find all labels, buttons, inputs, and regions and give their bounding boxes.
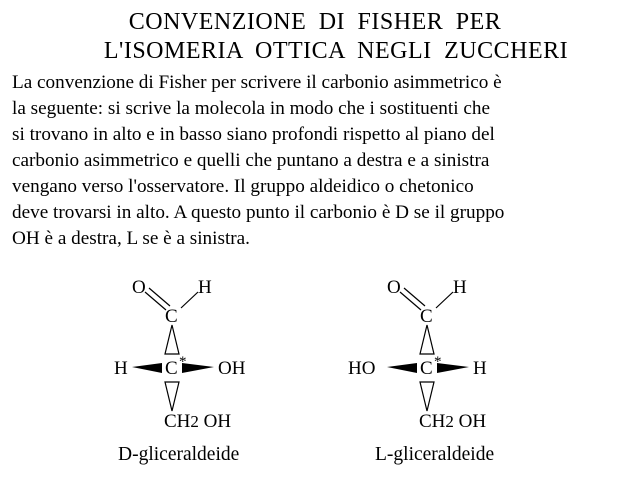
paragraph-line: La convenzione di Fisher per scrivere il carbonio asimmetrico è xyxy=(12,72,502,93)
aldehyde-carbon-label: C xyxy=(165,306,178,327)
asymmetric-star: * xyxy=(179,354,187,370)
double-bond-line xyxy=(149,288,170,306)
oxygen-label: O xyxy=(387,277,401,298)
bold-wedge-right xyxy=(182,363,214,373)
oxygen-label: O xyxy=(132,277,146,298)
left-substituent-label: HO xyxy=(348,358,376,379)
right-substituent-label: H xyxy=(473,358,487,379)
paragraph-line: carbonio asimmetrico e quelli che puntano a destra e a sinistra xyxy=(12,150,490,171)
double-bond-line xyxy=(145,292,166,310)
asymmetric-star: * xyxy=(434,354,442,370)
paragraph-line: deve trovarsi in alto. A questo punto il carbonio è D se il gruppo xyxy=(12,202,505,223)
double-bond-line xyxy=(400,292,421,310)
double-bond-line xyxy=(404,288,425,306)
hydrogen-label: H xyxy=(198,277,212,298)
hashed-wedge-down xyxy=(165,382,179,411)
left-substituent-label: H xyxy=(114,358,128,379)
l-glyceraldehyde-structure xyxy=(345,270,605,470)
single-bond-line xyxy=(181,292,198,308)
hashed-wedge-down xyxy=(420,382,434,411)
right-substituent-label: OH xyxy=(218,358,246,379)
d-glyceraldehyde-structure xyxy=(90,270,350,470)
oh-label: OH xyxy=(458,411,487,432)
asymmetric-carbon-label: C xyxy=(420,358,433,379)
paragraph-line: la seguente: si scrive la molecola in modo che i sostituenti che xyxy=(12,98,490,119)
ch-label: CH xyxy=(419,411,446,432)
hashed-wedge-up xyxy=(420,325,434,354)
molecule-name: L-gliceraldeide xyxy=(375,444,495,465)
aldehyde-carbon-label: C xyxy=(420,306,433,327)
ch-label: CH xyxy=(164,411,191,432)
subscript-2: 2 xyxy=(445,412,454,431)
single-bond-line xyxy=(436,292,453,308)
paragraph-line: si trovano in alto e in basso siano profondi rispetto al piano del xyxy=(12,124,495,145)
explanation-paragraph xyxy=(12,70,632,252)
hashed-wedge-up xyxy=(165,325,179,354)
title-line-1: CONVENZIONE DI FISHER PER xyxy=(128,9,502,35)
hydrogen-label: H xyxy=(453,277,467,298)
molecule-name: D-gliceraldeide xyxy=(118,444,240,465)
title-line-2: L'ISOMERIA OTTICA NEGLI ZUCCHERI xyxy=(103,38,569,64)
bold-wedge-left xyxy=(387,363,417,373)
paragraph-line: vengano verso l'osservatore. Il gruppo aldeidico o chetonico xyxy=(12,176,474,197)
paragraph-line: OH è a destra, L se è a sinistra. xyxy=(12,228,250,249)
oh-label: OH xyxy=(203,411,232,432)
bottom-group-label xyxy=(419,412,486,432)
bottom-group-label xyxy=(164,412,231,432)
bold-wedge-left xyxy=(132,363,162,373)
subscript-2: 2 xyxy=(190,412,199,431)
bold-wedge-right xyxy=(437,363,469,373)
asymmetric-carbon-label: C xyxy=(165,358,178,379)
